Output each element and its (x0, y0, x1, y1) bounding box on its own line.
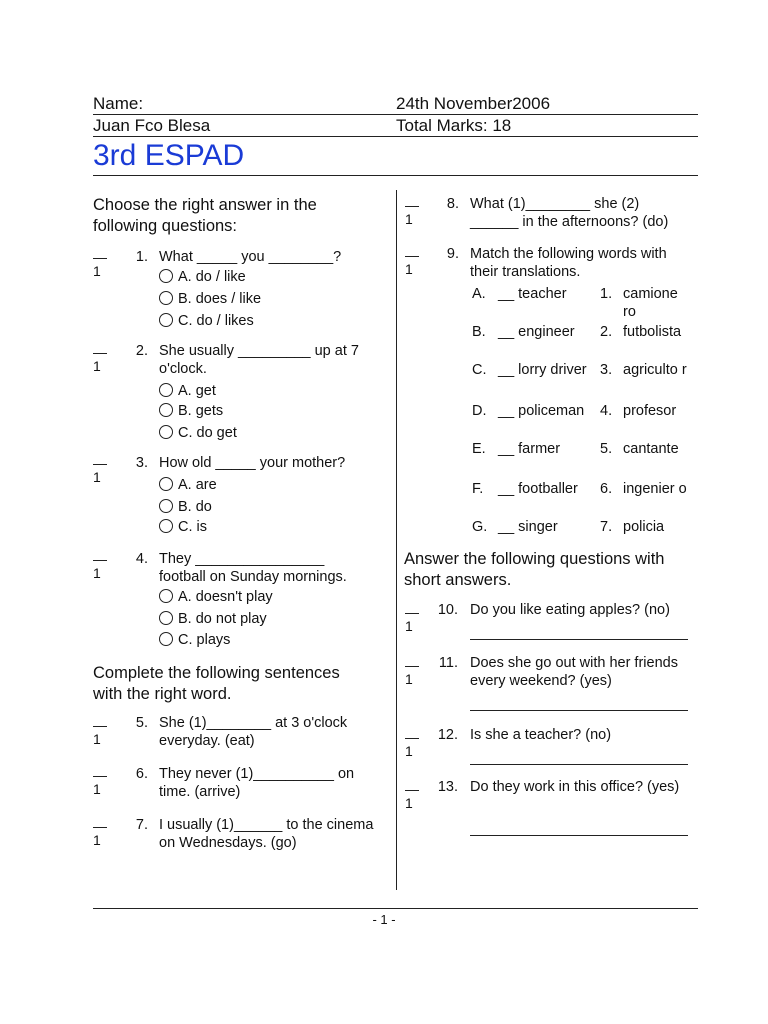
match-letter: D. (472, 403, 487, 419)
column-divider (396, 190, 397, 890)
question-number: 7. (135, 817, 148, 833)
question-text: She usually _________ up at 7 o'clock. (159, 343, 359, 377)
question-mark-box: 1 (93, 456, 113, 485)
option-radio[interactable]: B. gets (159, 400, 223, 422)
question-mark-box: 1 (93, 345, 113, 374)
question-number: 8. (446, 196, 459, 212)
radio-circle-icon[interactable] (159, 425, 173, 439)
match-letter: E. (472, 441, 486, 457)
match-english-word: __ footballer (498, 481, 578, 497)
option-radio[interactable]: B. do not play (159, 608, 267, 630)
match-number: 4. (600, 403, 613, 419)
question-text: Is she a teacher? (no) (470, 727, 612, 743)
question-number: 12. (437, 727, 458, 743)
match-spanish-word: ingenier o (623, 481, 687, 497)
match-spanish-word: policia (623, 519, 665, 535)
match-english-word: __ teacher (498, 286, 567, 302)
question-number: 3. (135, 455, 148, 471)
match-number: 3. (600, 362, 613, 378)
question-text: Do they work in this office? (yes) (470, 779, 680, 795)
match-number: 5. (600, 441, 613, 457)
question-text: Does she go out with her friends every weekend? (yes) (470, 655, 678, 689)
student-name: Juan Fco Blesa (93, 116, 211, 135)
question-mark-box: 1 (405, 658, 425, 687)
option-radio[interactable]: B. do (159, 496, 212, 518)
option-radio[interactable]: C. do / likes (159, 310, 254, 332)
match-number: 1. (600, 286, 613, 302)
match-spanish-word: profesor (623, 403, 677, 419)
total-marks: Total Marks: 18 (396, 116, 512, 135)
date: 24th November2006 (396, 94, 551, 113)
question-text: Do you like eating apples? (no) (470, 602, 670, 618)
radio-circle-icon[interactable] (159, 519, 173, 533)
page-number: - 1 - (372, 912, 396, 927)
match-english-word: __ lorry driver (498, 362, 587, 378)
question-mark-box: 1 (405, 605, 425, 634)
answer-line[interactable] (470, 835, 688, 836)
match-spanish-word: cantante (623, 441, 679, 457)
header-rule-3 (93, 175, 698, 176)
option-radio[interactable]: C. plays (159, 629, 230, 651)
match-number: 6. (600, 481, 613, 497)
page-title: 3rd ESPAD (93, 139, 245, 172)
name-label: Name: (93, 94, 144, 113)
match-spanish-word: agriculto r (623, 362, 687, 378)
radio-circle-icon[interactable] (159, 611, 173, 625)
question-number: 10. (437, 602, 458, 618)
match-english-word: __ farmer (498, 441, 561, 457)
question-number: 13. (437, 779, 458, 795)
question-number: 5. (135, 715, 148, 731)
option-radio[interactable]: C. is (159, 516, 207, 538)
match-letter: A. (472, 286, 486, 302)
radio-circle-icon[interactable] (159, 383, 173, 397)
radio-circle-icon[interactable] (159, 291, 173, 305)
match-number: 2. (600, 324, 613, 340)
question-mark-box: 1 (405, 198, 425, 227)
section-heading-answer: Answer the following questions with short answers. (404, 550, 665, 589)
question-text: They ________________ football on Sunday mornings. (159, 551, 347, 585)
match-letter: B. (472, 324, 486, 340)
section-heading-choose: Choose the right answer in the following questions: (93, 196, 317, 235)
radio-circle-icon[interactable] (159, 499, 173, 513)
question-text: Match the following words with their translations. (470, 246, 667, 280)
option-radio[interactable]: A. get (159, 380, 216, 402)
question-mark-box: 1 (93, 250, 113, 279)
question-mark-box: 1 (93, 552, 113, 581)
match-spanish-word: futbolista (623, 324, 682, 340)
answer-line[interactable] (470, 639, 688, 640)
option-radio[interactable]: A. doesn't play (159, 586, 273, 608)
match-letter: F. (472, 481, 484, 497)
footer-rule (93, 908, 698, 909)
answer-line[interactable] (470, 764, 688, 765)
radio-circle-icon[interactable] (159, 632, 173, 646)
question-mark-box: 1 (405, 730, 425, 759)
match-english-word: __ singer (498, 519, 558, 535)
question-number: 4. (135, 551, 148, 567)
section-heading-complete: Complete the following sentences with the right word. (93, 664, 340, 703)
match-spanish-word: camione ro (623, 286, 678, 320)
match-number: 7. (600, 519, 613, 535)
option-radio[interactable]: B. does / like (159, 288, 261, 310)
question-mark-box: 1 (405, 248, 425, 277)
question-mark-box: 1 (93, 768, 113, 797)
option-radio[interactable]: A. are (159, 474, 217, 496)
question-number: 11. (438, 655, 458, 671)
question-text: What _____ you ________? (159, 249, 342, 265)
question-mark-box: 1 (405, 782, 425, 811)
question-text: They never (1)__________ on time. (arrive) (159, 766, 355, 800)
question-mark-box: 1 (93, 819, 113, 848)
question-text: She (1)________ at 3 o'clock everyday. (eat) (159, 715, 348, 749)
option-radio[interactable]: A. do / like (159, 266, 246, 288)
radio-circle-icon[interactable] (159, 313, 173, 327)
question-number: 1. (135, 249, 148, 265)
match-letter: C. (472, 362, 487, 378)
answer-line[interactable] (470, 710, 688, 711)
match-english-word: __ policeman (498, 403, 585, 419)
header-rule-2 (93, 136, 698, 137)
radio-circle-icon[interactable] (159, 403, 173, 417)
match-english-word: __ engineer (498, 324, 575, 340)
option-radio[interactable]: C. do get (159, 422, 237, 444)
question-text: I usually (1)______ to the cinema on Wednesdays. (go) (159, 817, 374, 851)
question-number: 2. (135, 343, 148, 359)
question-text: What (1)________ she (2) ______ in the afternoons? (do) (470, 196, 669, 230)
header-rule-1 (93, 114, 698, 115)
question-number: 9. (446, 246, 459, 262)
radio-circle-icon[interactable] (159, 477, 173, 491)
radio-circle-icon[interactable] (159, 589, 173, 603)
match-letter: G. (472, 519, 488, 535)
question-mark-box: 1 (93, 718, 113, 747)
radio-circle-icon[interactable] (159, 269, 173, 283)
question-number: 6. (135, 766, 148, 782)
question-text: How old _____ your mother? (159, 455, 346, 471)
